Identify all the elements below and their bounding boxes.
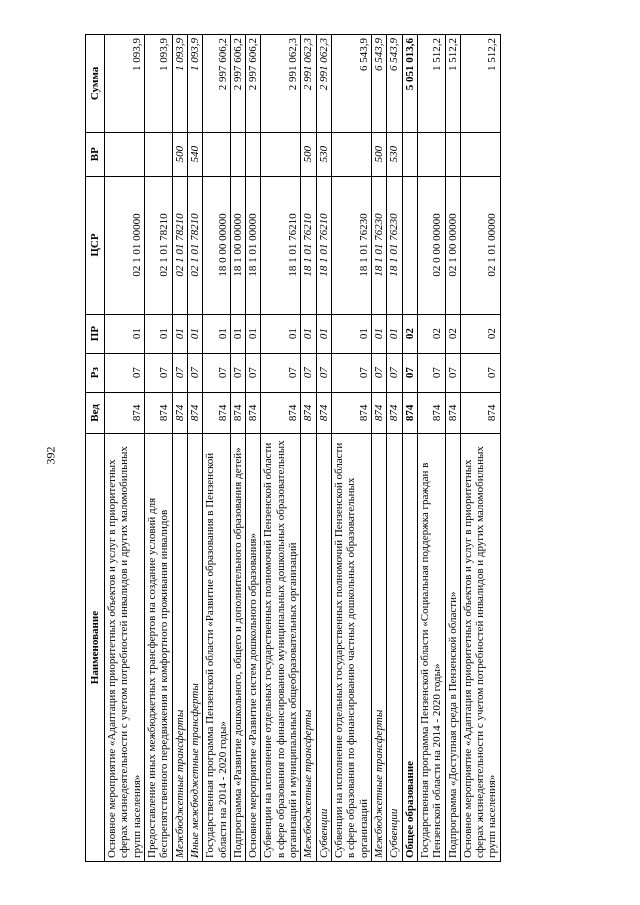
cell-sum: 6 543,9 bbox=[332, 35, 372, 133]
cell-name: Субвенции на исполнение отдельных государственных полномочий Пензенской области в сфере образования по финансированию муниципальных дошкольных образовательных организаций и муниципальных общеобразовательных организаций bbox=[261, 434, 301, 862]
cell-ved: 874 bbox=[316, 392, 331, 433]
cell-vr bbox=[246, 132, 261, 176]
rotated-page-content bbox=[85, 34, 620, 862]
cell-vr: 500 bbox=[301, 132, 316, 176]
cell-rz: 07 bbox=[460, 353, 500, 392]
cell-vr bbox=[105, 132, 145, 176]
cell-ved: 874 bbox=[144, 392, 172, 433]
cell-rz: 07 bbox=[332, 353, 372, 392]
cell-pr: 02 bbox=[445, 314, 460, 353]
table-row bbox=[332, 35, 372, 862]
cell-rz: 07 bbox=[203, 353, 231, 392]
cell-ved: 874 bbox=[445, 392, 460, 433]
cell-name: Государственная программа Пензенской области «Развитие образования в Пензенской области на 2014 - 2020 годы» bbox=[203, 434, 231, 862]
cell-pr: 01 bbox=[301, 314, 316, 353]
cell-ved: 874 bbox=[301, 392, 316, 433]
cell-ved: 874 bbox=[203, 392, 231, 433]
cell-csr: 02 1 01 78210 bbox=[144, 176, 172, 314]
cell-sum: 2 991 062,3 bbox=[316, 35, 331, 133]
cell-pr: 01 bbox=[203, 314, 231, 353]
cell-csr bbox=[402, 176, 417, 314]
cell-vr: 530 bbox=[387, 132, 402, 176]
cell-pr: 01 bbox=[316, 314, 331, 353]
cell-rz: 07 bbox=[144, 353, 172, 392]
budget-table bbox=[85, 34, 501, 862]
cell-sum: 1 093,9 bbox=[187, 35, 202, 133]
cell-csr: 18 1 01 00000 bbox=[246, 176, 261, 314]
cell-sum: 2 997 606,2 bbox=[230, 35, 245, 133]
cell-name: Государственная программа Пензенской области «Социальная поддержка граждан в Пензенской области на 2014 - 2020 годы» bbox=[417, 434, 445, 862]
cell-csr: 02 1 00 00000 bbox=[445, 176, 460, 314]
cell-pr: 01 bbox=[246, 314, 261, 353]
cell-csr: 02 0 00 00000 bbox=[417, 176, 445, 314]
table-row bbox=[460, 35, 500, 862]
cell-rz: 07 bbox=[301, 353, 316, 392]
cell-sum: 1 093,9 bbox=[105, 35, 145, 133]
cell-sum: 1 512,2 bbox=[460, 35, 500, 133]
cell-rz: 07 bbox=[187, 353, 202, 392]
cell-vr bbox=[230, 132, 245, 176]
cell-pr: 01 bbox=[144, 314, 172, 353]
cell-vr: 540 bbox=[187, 132, 202, 176]
cell-name: Подпрограмма «Развитие дошкольного, общего и дополнительного образования детей» bbox=[230, 434, 245, 862]
table-row bbox=[316, 35, 331, 862]
cell-name: Межбюджетные трансферты bbox=[172, 434, 187, 862]
cell-sum: 6 543,9 bbox=[387, 35, 402, 133]
cell-pr: 01 bbox=[172, 314, 187, 353]
table-row bbox=[246, 35, 261, 862]
table-row bbox=[402, 35, 417, 862]
cell-name: Субвенции bbox=[316, 434, 331, 862]
cell-name: Основное мероприятие «Адаптация приоритетных объектов и услуг в приоритетных сферах жизнедеятельности с учетом потребностей инвалидов и других маломобильных групп населения» bbox=[105, 434, 145, 862]
cell-name: Межбюджетные трансферты bbox=[301, 434, 316, 862]
cell-name: Субвенции bbox=[387, 434, 402, 862]
cell-rz: 07 bbox=[230, 353, 245, 392]
cell-rz: 07 bbox=[445, 353, 460, 392]
cell-sum: 1 093,9 bbox=[172, 35, 187, 133]
cell-pr: 01 bbox=[187, 314, 202, 353]
cell-pr: 01 bbox=[261, 314, 301, 353]
header-vr: ВР bbox=[86, 132, 105, 176]
cell-sum: 2 997 606,2 bbox=[203, 35, 231, 133]
cell-ved: 874 bbox=[387, 392, 402, 433]
cell-csr: 02 1 01 78210 bbox=[187, 176, 202, 314]
cell-ved: 874 bbox=[261, 392, 301, 433]
cell-name: Межбюджетные трансферты bbox=[371, 434, 386, 862]
cell-pr: 02 bbox=[417, 314, 445, 353]
cell-csr: 02 1 01 00000 bbox=[460, 176, 500, 314]
cell-rz: 07 bbox=[172, 353, 187, 392]
table-row bbox=[172, 35, 187, 862]
cell-vr bbox=[402, 132, 417, 176]
cell-csr: 18 1 01 76230 bbox=[332, 176, 372, 314]
cell-ved: 874 bbox=[105, 392, 145, 433]
cell-name: Субвенции на исполнение отдельных государственных полномочий Пензенской области в сфере образования по финансированию частных дошкольных образовательных организаций bbox=[332, 434, 372, 862]
cell-pr: 02 bbox=[402, 314, 417, 353]
cell-csr: 18 1 01 76230 bbox=[371, 176, 386, 314]
cell-pr: 01 bbox=[332, 314, 372, 353]
cell-sum: 1 093,9 bbox=[144, 35, 172, 133]
cell-rz: 07 bbox=[246, 353, 261, 392]
table-row bbox=[187, 35, 202, 862]
header-rz: Рз bbox=[86, 353, 105, 392]
cell-name: Общее образование bbox=[402, 434, 417, 862]
cell-name: Иные межбюджетные трансферты bbox=[187, 434, 202, 862]
table-header-row bbox=[86, 35, 105, 862]
cell-name: Предоставление иных межбюджетных трансфертов на создание условий для беспрепятственного передвижения и комфортного проживания инвалидов bbox=[144, 434, 172, 862]
cell-vr: 500 bbox=[172, 132, 187, 176]
cell-vr: 500 bbox=[371, 132, 386, 176]
cell-pr: 01 bbox=[371, 314, 386, 353]
cell-ved: 874 bbox=[172, 392, 187, 433]
cell-ved: 874 bbox=[371, 392, 386, 433]
cell-sum: 5 051 013,6 bbox=[402, 35, 417, 133]
table-row bbox=[230, 35, 245, 862]
header-ved: Вед bbox=[86, 392, 105, 433]
cell-vr bbox=[460, 132, 500, 176]
cell-rz: 07 bbox=[417, 353, 445, 392]
table-row bbox=[387, 35, 402, 862]
header-pr: ПР bbox=[86, 314, 105, 353]
cell-name: Подпрограмма «Доступная среда в Пензенской области» bbox=[445, 434, 460, 862]
cell-ved: 874 bbox=[187, 392, 202, 433]
cell-vr bbox=[445, 132, 460, 176]
cell-sum: 1 512,2 bbox=[445, 35, 460, 133]
table-body bbox=[105, 35, 501, 862]
cell-name: Основное мероприятие «Развитие систем дошкольного образования» bbox=[246, 434, 261, 862]
cell-rz: 07 bbox=[261, 353, 301, 392]
cell-rz: 07 bbox=[402, 353, 417, 392]
cell-csr: 18 1 01 76210 bbox=[301, 176, 316, 314]
cell-sum: 6 543,9 bbox=[371, 35, 386, 133]
table-row bbox=[261, 35, 301, 862]
header-csr: ЦСР bbox=[86, 176, 105, 314]
table-row bbox=[105, 35, 145, 862]
cell-csr: 18 1 01 76210 bbox=[261, 176, 301, 314]
table-row bbox=[203, 35, 231, 862]
table-row bbox=[144, 35, 172, 862]
cell-csr: 02 1 01 00000 bbox=[105, 176, 145, 314]
cell-ved: 874 bbox=[402, 392, 417, 433]
cell-sum: 1 512,2 bbox=[417, 35, 445, 133]
cell-pr: 01 bbox=[105, 314, 145, 353]
cell-vr bbox=[261, 132, 301, 176]
cell-vr: 530 bbox=[316, 132, 331, 176]
table-row bbox=[445, 35, 460, 862]
header-sum: Сумма bbox=[86, 35, 105, 133]
cell-rz: 07 bbox=[105, 353, 145, 392]
table-row bbox=[417, 35, 445, 862]
cell-sum: 2 991 062,3 bbox=[261, 35, 301, 133]
cell-ved: 874 bbox=[417, 392, 445, 433]
cell-csr: 18 1 01 76210 bbox=[316, 176, 331, 314]
cell-csr: 18 1 01 76230 bbox=[387, 176, 402, 314]
cell-pr: 01 bbox=[230, 314, 245, 353]
table-row bbox=[301, 35, 316, 862]
cell-ved: 874 bbox=[332, 392, 372, 433]
cell-sum: 2 997 606,2 bbox=[246, 35, 261, 133]
cell-vr bbox=[332, 132, 372, 176]
cell-ved: 874 bbox=[246, 392, 261, 433]
cell-name: Основное мероприятие «Адаптация приоритетных объектов и услуг в приоритетных сферах жизнедеятельности с учетом потребностей инвалидов и других маломобильных групп населения» bbox=[460, 434, 500, 862]
cell-sum: 2 991 062,3 bbox=[301, 35, 316, 133]
cell-vr bbox=[144, 132, 172, 176]
cell-vr bbox=[203, 132, 231, 176]
cell-pr: 02 bbox=[460, 314, 500, 353]
cell-rz: 07 bbox=[316, 353, 331, 392]
cell-vr bbox=[417, 132, 445, 176]
table-row bbox=[371, 35, 386, 862]
cell-rz: 07 bbox=[371, 353, 386, 392]
cell-rz: 07 bbox=[387, 353, 402, 392]
cell-ved: 874 bbox=[460, 392, 500, 433]
cell-csr: 18 1 00 00000 bbox=[230, 176, 245, 314]
cell-pr: 01 bbox=[387, 314, 402, 353]
header-name: Наименование bbox=[86, 434, 105, 862]
cell-csr: 02 1 01 78210 bbox=[172, 176, 187, 314]
cell-ved: 874 bbox=[230, 392, 245, 433]
page-number: 392 bbox=[43, 446, 58, 465]
cell-csr: 18 0 00 00000 bbox=[203, 176, 231, 314]
